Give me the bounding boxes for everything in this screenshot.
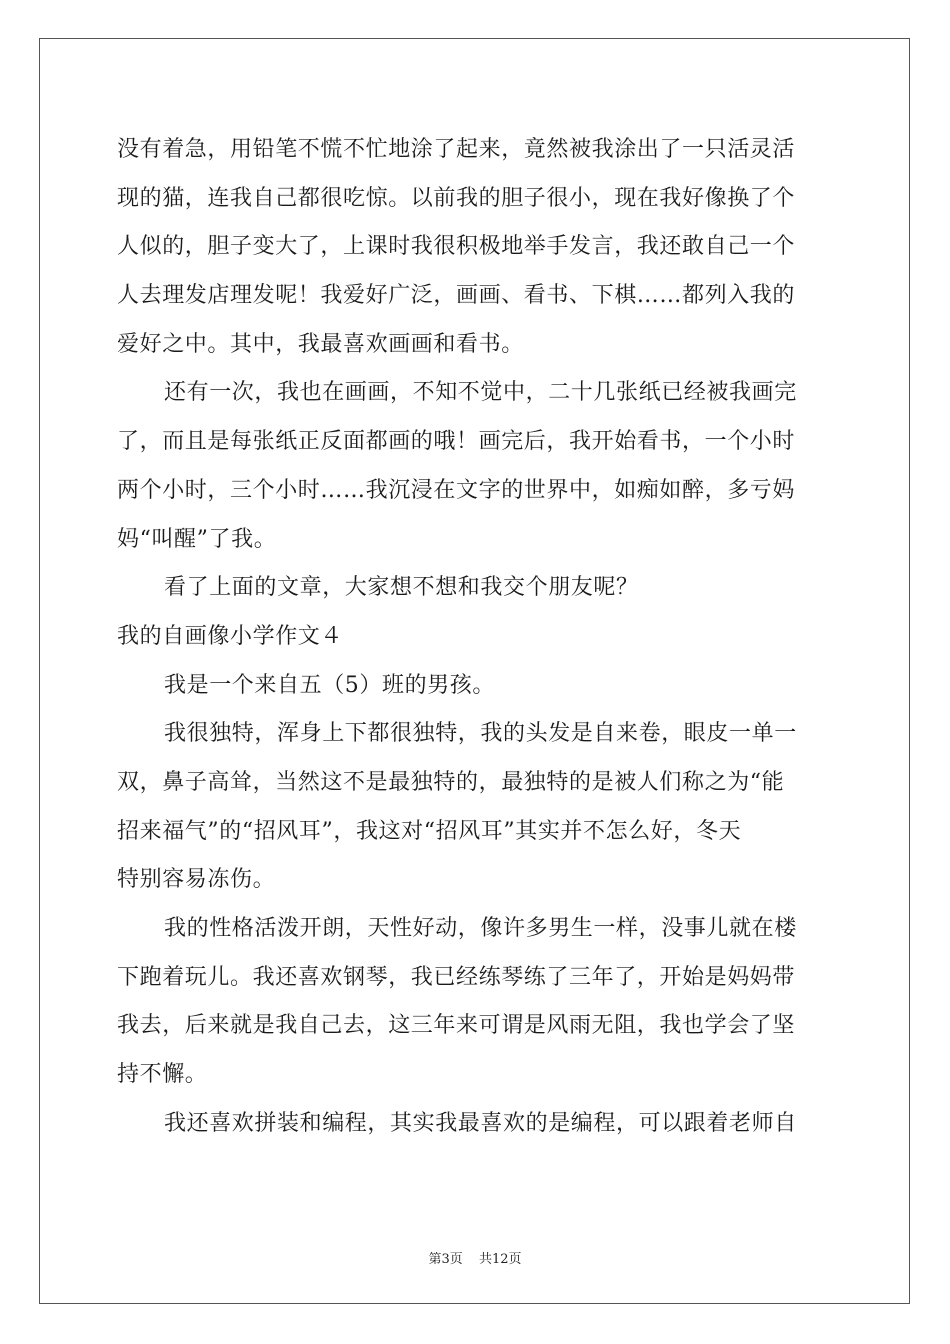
text-line: 持不懈。	[117, 1062, 208, 1088]
page-total: 共12页	[478, 1252, 522, 1267]
text-line: 妈“叫醒”了我。	[117, 526, 277, 552]
text-line: 没有着急，用铅笔不慌不忙地涂了起来，竟然被我涂出了一只活灵活	[117, 137, 796, 162]
text-line: 人似的，胆子变大了，上课时我很积极地举手发言，我还敢自己一个	[117, 234, 796, 260]
text-line: 招来福气”的“招风耳”，我这对“招风耳”其实并不怎么好，冬天	[117, 818, 742, 844]
text-line: 特别容易冻伤。	[117, 867, 276, 893]
text-line: 看了上面的文章，大家想不想和我交个朋友呢？	[164, 575, 639, 601]
page-number: 第3页	[428, 1252, 463, 1267]
text-line: 现的猫，连我自己都很吃惊。以前我的胆子很小，现在我好像换了个	[117, 185, 796, 211]
text-line: 我去，后来就是我自己去，这三年来可谓是风雨无阻，我也学会了坚	[117, 1013, 796, 1039]
text-line: 了，而且是每张纸正反面都画的哦！画完后，我开始看书，一个小时	[117, 429, 796, 455]
text-line: 还有一次，我也在画画，不知不觉中，二十几张纸已经被我画完	[164, 380, 797, 406]
text-line: 我很独特，浑身上下都很独特，我的头发是自来卷，眼皮一单一	[164, 721, 797, 747]
text-line: 双，鼻子高耸，当然这不是最独特的，最独特的是被人们称之为“能	[117, 769, 785, 795]
text-line: 下跑着玩儿。我还喜欢钢琴，我已经练琴练了三年了，开始是妈妈带	[117, 964, 796, 990]
text-line: 人去理发店理发呢！我爱好广泛，画画、看书、下棋……都列入我的	[117, 283, 796, 309]
section-heading: 我的自画像小学作文４	[117, 623, 344, 649]
text-line: 两个小时，三个小时……我沉浸在文字的世界中，如痴如醉，多亏妈	[117, 477, 796, 503]
text-line: 我是一个来自五（5）班的男孩。	[164, 672, 495, 698]
text-line: 爱好之中。其中，我最喜欢画画和看书。	[117, 331, 524, 357]
text-line: 我的性格活泼开朗，天性好动，像许多男生一样，没事儿就在楼	[164, 916, 797, 941]
document-body	[117, 126, 837, 1148]
page-footer	[0, 1248, 950, 1267]
text-line: 我还喜欢拼装和编程，其实我最喜欢的是编程，可以跟着老师自	[164, 1110, 797, 1136]
